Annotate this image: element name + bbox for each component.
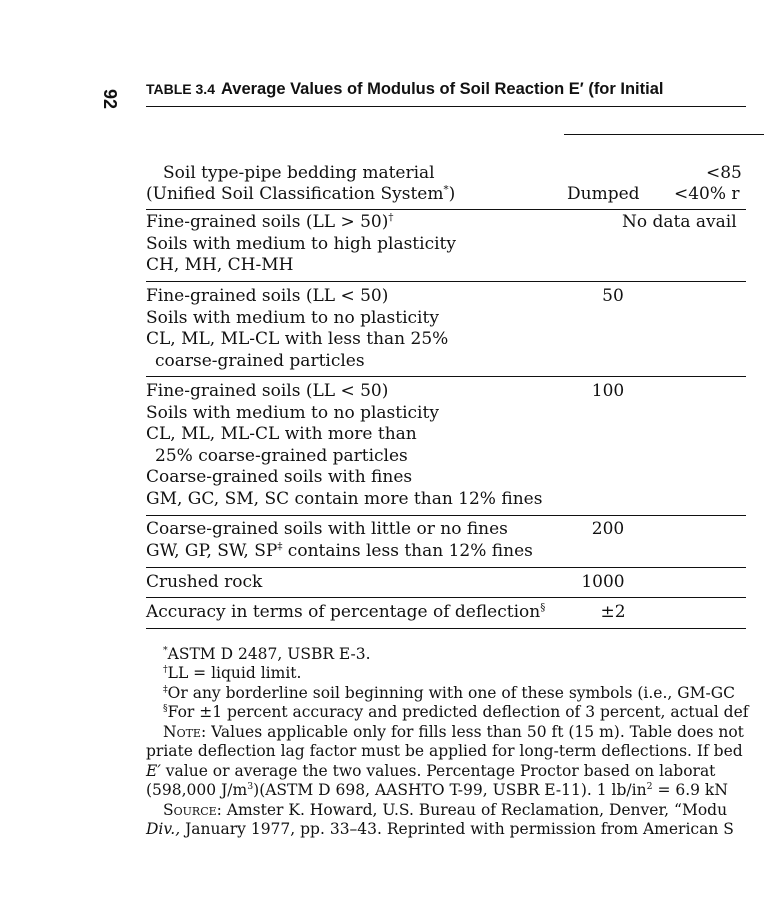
footnote-source-line1: Source: Amster K. Howard, U.S. Bureau of Reclamation, Denver, “Modu xyxy=(163,801,728,819)
footnote-note-line2: priate deflection lag factor must be applied for long-term deflections. If bed xyxy=(146,742,743,760)
footnote-accuracy: §For ±1 percent accuracy and predicted deflection of 3 percent, actual def xyxy=(163,702,749,721)
footnote-borderline: ‡Or any borderline soil beginning with one of these symbols (i.e., GM-GC xyxy=(163,683,735,702)
header-col1-line2: (Unified Soil Classification System*) xyxy=(146,184,456,204)
footnote-ll: †LL = liquid limit. xyxy=(163,663,302,682)
header-partial-top: <85 xyxy=(706,163,742,183)
row2-line1: Fine-grained soils (LL < 50) xyxy=(146,286,389,306)
row-rule xyxy=(146,567,746,568)
row3-line3: CL, ML, ML-CL with more than xyxy=(146,424,417,444)
row1-line1: Fine-grained soils (LL > 50)† xyxy=(146,212,394,232)
row5-line1: Crushed rock xyxy=(146,572,263,592)
row3-line2: Soils with medium to no plasticity xyxy=(146,403,439,423)
page-number: 92 xyxy=(100,88,120,110)
top-rule xyxy=(146,106,746,107)
row2-line2: Soils with medium to no plasticity xyxy=(146,308,439,328)
table-title: Average Values of Modulus of Soil Reaction E′ (for Initial xyxy=(220,80,664,98)
row2-line3: CL, ML, ML-CL with less than 25% xyxy=(146,329,449,349)
row4-line2: GW, GP, SW, SP‡ contains less than 12% fines xyxy=(146,541,533,561)
footnote-note-line4: (598,000 $J/m^3)(ASTM$ D 698, AASHTO T-99, USBR E-11). 1 $lb/in^2 = 6.9$ kN xyxy=(146,780,728,799)
row3-line6: GM, GC, SM, SC contain more than 12% fines xyxy=(146,489,543,509)
row-rule xyxy=(146,515,746,516)
bottom-rule xyxy=(146,628,746,629)
row3-line1: Fine-grained soils (LL < 50) xyxy=(146,381,389,401)
row3-line5: Coarse-grained soils with fines xyxy=(146,467,413,487)
row-rule xyxy=(146,376,746,377)
row1-line3: CH, MH, CH-MH xyxy=(146,255,294,275)
row-rule xyxy=(146,281,746,282)
table-label: TABLE 3.4 xyxy=(146,81,215,97)
table-caption xyxy=(146,80,663,99)
column-group-rule xyxy=(564,134,764,135)
row4-value: 200 xyxy=(591,519,625,539)
row6-value: ±2 xyxy=(600,602,626,622)
header-partial-bottom: <40% r xyxy=(674,184,740,204)
row4-line1: Coarse-grained soils with little or no fines xyxy=(146,519,508,539)
row1-line2: Soils with medium to high plasticity xyxy=(146,234,456,254)
footnote-note-line1: Note: Values applicable only for fills less than 50 ft (15 m). Table does not xyxy=(163,723,744,741)
header-dumped: Dumped xyxy=(567,184,640,204)
row3-value: 100 xyxy=(591,381,625,401)
row2-line4: coarse-grained particles xyxy=(155,351,365,371)
footnote-astm: *ASTM D 2487, USBR E-3. xyxy=(163,644,371,663)
row3-line4: 25% coarse-grained particles xyxy=(155,446,408,466)
header-rule xyxy=(146,209,746,210)
row5-value: 1000 xyxy=(581,572,625,592)
header-col1-line1: Soil type-pipe bedding material xyxy=(163,163,435,183)
footnote-note-line3: E′ value or average the two values. Percentage Proctor based on laborat xyxy=(146,762,716,780)
row-rule xyxy=(146,597,746,598)
row2-value: 50 xyxy=(602,286,624,306)
footnote-source-line2: Div., January 1977, pp. 33–43. Reprinted with permission from American S xyxy=(146,820,734,838)
row1-value: No data avail xyxy=(622,212,737,232)
row6-line1: Accuracy in terms of percentage of deflection§ xyxy=(146,602,546,622)
